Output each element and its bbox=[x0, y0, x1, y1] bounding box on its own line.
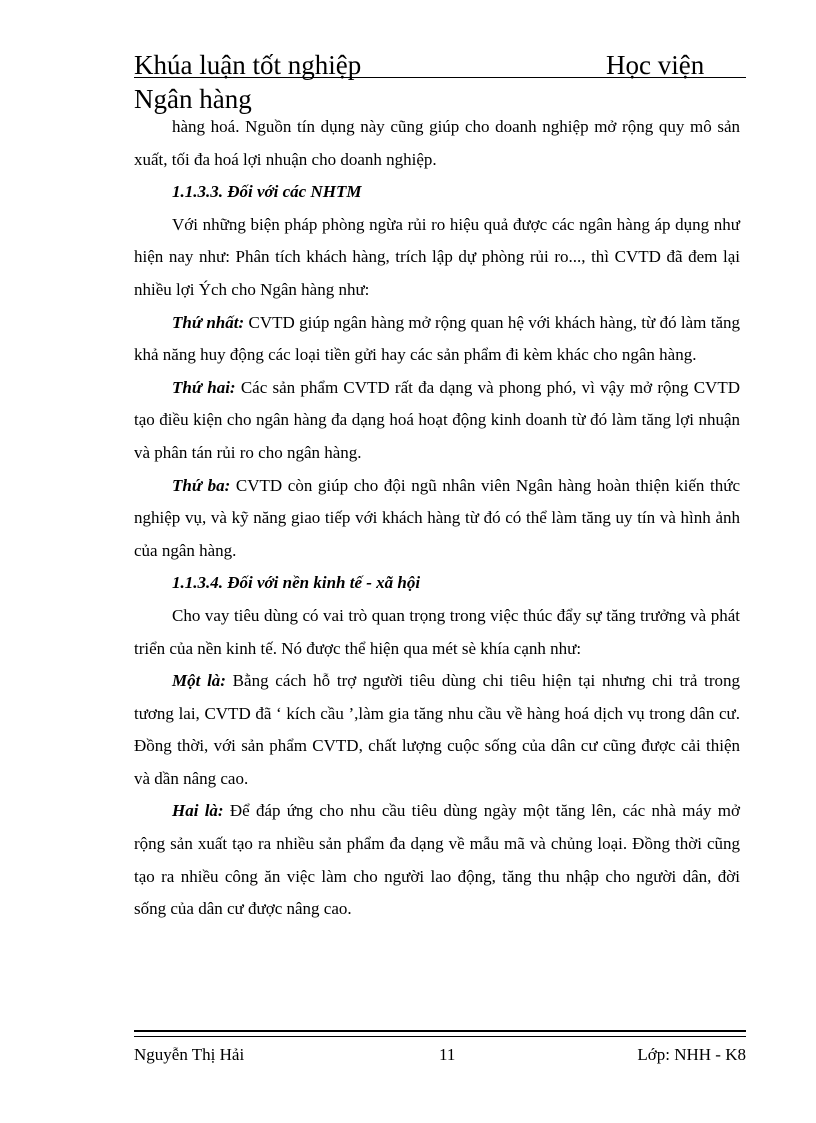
paragraph-text: CVTD giúp ngân hàng mở rộng quan hệ với khách hàng, từ đó làm tăng khả năng huy động các loại tiền gửi hay các sản phẩm đi kèm khác cho ngân hàng. bbox=[134, 312, 740, 365]
header-institution: Học viện bbox=[606, 50, 705, 80]
paragraph-lead: Hai là: bbox=[172, 801, 224, 821]
footer-class: Lớp: NHH - K8 bbox=[637, 1045, 746, 1064]
paragraph-lead: Thứ hai: bbox=[172, 377, 236, 397]
paragraph-lead: Một là: bbox=[172, 671, 226, 691]
paragraph-text: Để đáp ứng cho nhu cầu tiêu dùng ngày một tăng lên, các nhà máy mở rộng sản xuất tạo ra nhiều sản phẩm đa dạng về mẫu mã và chủng loại. Đồng thời cũng tạo ra nhiều công ăn việc làm cho người lao động, tăng thu nhập cho người dân, đời sống của dân cư được nâng cao. bbox=[134, 801, 740, 919]
footer-author: Nguyễn Thị Hải bbox=[134, 1045, 245, 1064]
page-footer bbox=[134, 1043, 746, 1067]
paragraph-lead: Thứ nhất: bbox=[172, 312, 245, 332]
footer-rule-thin bbox=[134, 1036, 746, 1037]
paragraph bbox=[134, 795, 740, 925]
paragraph: Cho vay tiêu dùng có vai trò quan trọng trong việc thúc đẩy sự tăng trưởng và phát triển của nền kinh tế. Nó được thể hiện qua mét sè khía cạnh như: bbox=[134, 605, 740, 658]
paragraph bbox=[134, 470, 740, 568]
paragraph-text: CVTD còn giúp cho đội ngũ nhân viên Ngân hàng hoàn thiện kiến thức nghiệp vụ, và kỹ năng giao tiếp với khách hàng từ đó có thể làm tăng uy tín và hình ảnh của ngân hàng. bbox=[134, 475, 740, 560]
section-heading: 1.1.3.3. Đối với các NHTM bbox=[172, 182, 362, 202]
header-institution-line2: Ngân hàng bbox=[134, 84, 252, 114]
section-heading: 1.1.3.4. Đối với nền kinh tế - xã hội bbox=[172, 573, 421, 593]
paragraph: hàng hoá. Nguồn tín dụng này cũng giúp cho doanh nghiệp mở rộng quy mô sản xuất, tối đa hoá lợi nhuận cho doanh nghiệp. bbox=[134, 117, 740, 169]
page-number: 11 bbox=[439, 1045, 456, 1064]
paragraph: Với những biện pháp phòng ngừa rủi ro hiệu quả được các ngân hàng áp dụng như hiện nay như: Phân tích khách hàng, trích lập dự phòng rủi ro..., thì CVTD đã đem lại nhiều lợi Ých cho Ngân hàng như: bbox=[134, 214, 740, 299]
paragraph-text: Các sản phẩm CVTD rất đa dạng và phong phó, vì vậy mở rộng CVTD tạo điều kiện cho ngân hàng đa dạng hoá hoạt động kinh doanh từ đó làm tăng lợi nhuận và phân tán rủi ro cho ngân hàng. bbox=[134, 377, 740, 462]
footer-rule-thick bbox=[134, 1030, 746, 1032]
header-rule bbox=[134, 77, 746, 78]
paragraph bbox=[134, 372, 740, 470]
paragraph-lead: Thứ ba: bbox=[172, 475, 231, 495]
header-thesis-title: Khúa luận tốt nghiệp bbox=[134, 50, 362, 80]
paragraph-text: Bằng cách hỗ trợ người tiêu dùng chi tiêu hiện tại nhưng chi trả trong tương lai, CVTD đã ‘ kích cầu ’,làm gia tăng nhu cầu về hàng hoá dịch vụ trong dân cư. Đồng thời, với sản phẩm CVTD, chất lượng cuộc sống của dân cư cũng được cải thiện và dần nâng cao. bbox=[134, 671, 740, 788]
document-body bbox=[134, 111, 740, 926]
paragraph bbox=[134, 307, 740, 372]
paragraph bbox=[134, 665, 740, 795]
